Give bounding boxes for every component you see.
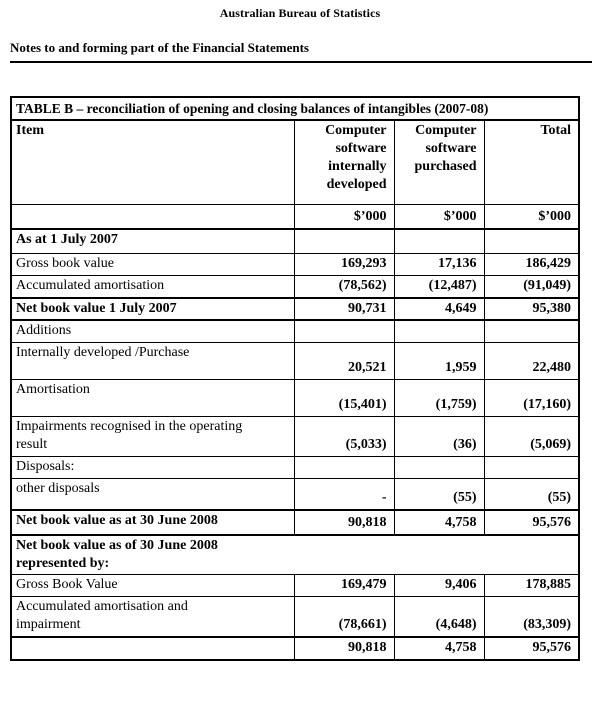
row-label: As at 1 July 2007 [11,229,294,253]
row-value: 4,649 [394,298,484,321]
table-row [11,457,579,479]
row-label: Impairments recognised in the operating result [11,417,294,457]
table-row [11,510,579,535]
row-value: (15,401) [294,380,394,417]
row-value: 169,479 [294,575,394,597]
unit-cell-total: $’000 [484,204,579,229]
table-row [11,417,579,457]
row-value [394,229,484,253]
row-value: 95,576 [484,637,579,660]
row-label: Net book value 1 July 2007 [11,298,294,321]
row-value: (1,759) [394,380,484,417]
row-value: (5,033) [294,417,394,457]
table-row [11,275,579,297]
row-value: 17,136 [394,253,484,275]
table-row [11,637,579,660]
row-value: (78,661) [294,597,394,637]
row-value: 186,429 [484,253,579,275]
row-value: 4,758 [394,510,484,535]
table-row [11,253,579,275]
table-row [11,535,579,575]
table-row [11,298,579,321]
table-row [11,343,579,380]
row-value: (12,487) [394,275,484,297]
row-value: 90,731 [294,298,394,321]
table-row [11,229,579,253]
table-title-row [11,97,579,120]
row-value: 20,521 [294,343,394,380]
row-label: Gross book value [11,253,294,275]
row-value: (17,160) [484,380,579,417]
col-header-internally-developed: Computer software internally developed [294,120,394,204]
intangibles-table [10,96,580,661]
row-label: Amortisation [11,380,294,417]
row-label: Disposals: [11,457,294,479]
row-value: - [294,479,394,510]
unit-cell-purchased: $’000 [394,204,484,229]
unit-cell-internally-developed: $’000 [294,204,394,229]
row-value: 178,885 [484,575,579,597]
page-title: Australian Bureau of Statistics [219,6,381,20]
unit-cell-item [11,204,294,229]
row-value: (4,648) [394,597,484,637]
row-value [484,229,579,253]
table-row [11,380,579,417]
row-value [394,320,484,342]
table-row [11,479,579,510]
row-label [11,637,294,660]
col-header-purchased: Computer software purchased [394,120,484,204]
document-subtitle: Notes to and forming part of the Financial Statements [10,40,592,63]
row-value [394,457,484,479]
table-header-row [11,120,579,204]
row-value [294,320,394,342]
col-header-item: Item [11,120,294,204]
row-value: 95,576 [484,510,579,535]
row-value: 90,818 [294,510,394,535]
row-value: (5,069) [484,417,579,457]
row-value: (91,049) [484,275,579,297]
row-value: 95,380 [484,298,579,321]
row-value: 90,818 [294,637,394,660]
table-row [11,597,579,637]
row-label: Additions [11,320,294,342]
table-title: TABLE B – reconciliation of opening and closing balances of intangibles (2007-08) [11,97,579,120]
row-value: 4,758 [394,637,484,660]
row-label: Accumulated amortisation and impairment [11,597,294,637]
row-value: (55) [484,479,579,510]
row-label: Gross Book Value [11,575,294,597]
row-value [294,457,394,479]
col-header-total: Total [484,120,579,204]
row-value: (78,562) [294,275,394,297]
row-value [294,229,394,253]
row-label: Internally developed /Purchase [11,343,294,380]
row-value: 169,293 [294,253,394,275]
row-value: (55) [394,479,484,510]
row-label: Net book value as of 30 June 2008 represented by: [11,535,579,575]
row-label: Net book value as at 30 June 2008 [11,510,294,535]
row-value: 1,959 [394,343,484,380]
row-label: Accumulated amortisation [11,275,294,297]
row-value: (83,309) [484,597,579,637]
row-label: other disposals [11,479,294,510]
table-row [11,320,579,342]
table-row [11,575,579,597]
row-value: 9,406 [394,575,484,597]
table-unit-row [11,204,579,229]
row-value: 22,480 [484,343,579,380]
row-value: (36) [394,417,484,457]
row-value [484,320,579,342]
row-value [484,457,579,479]
